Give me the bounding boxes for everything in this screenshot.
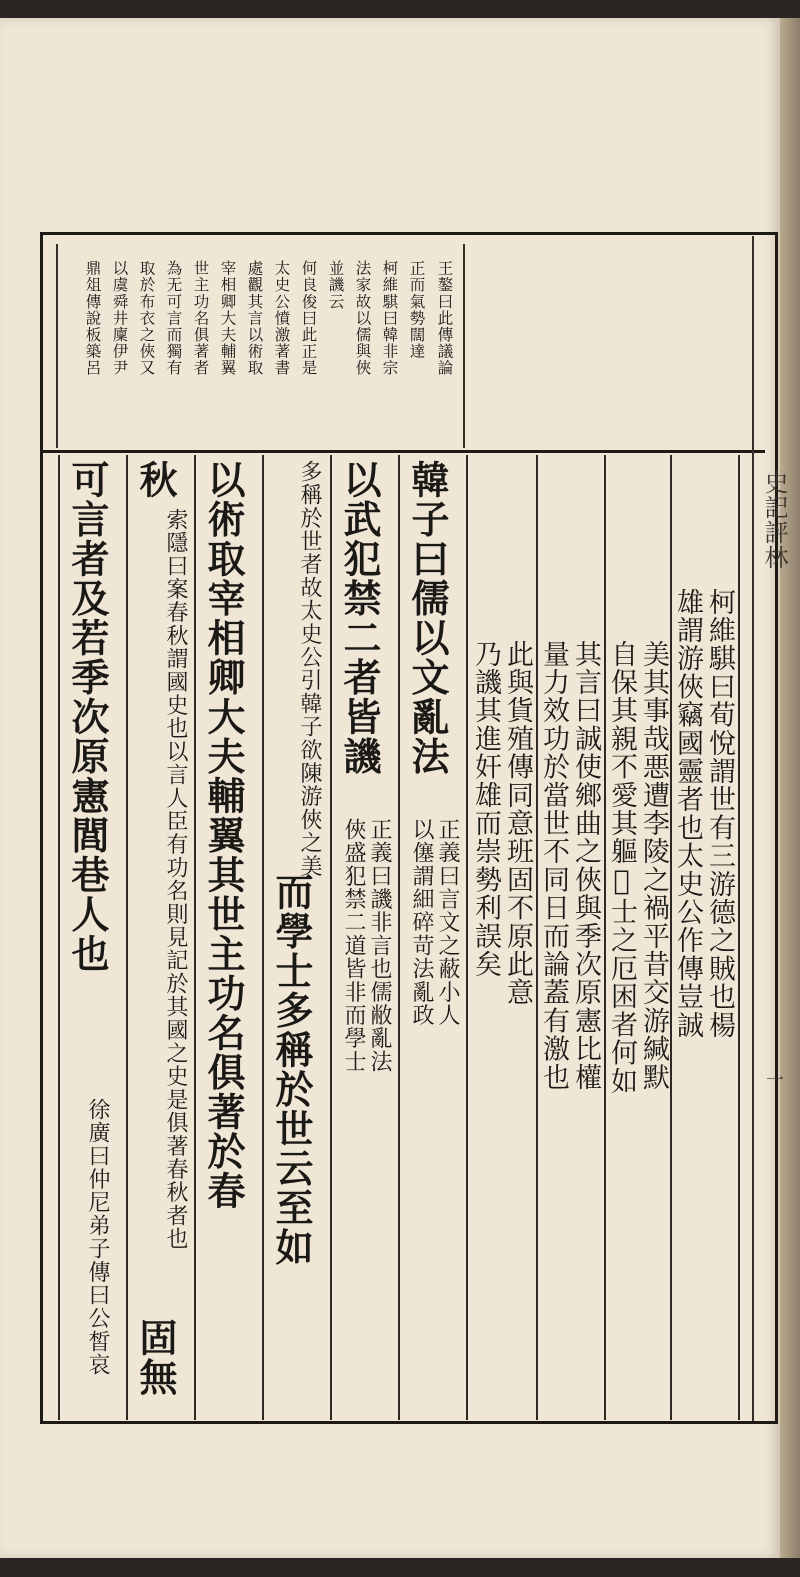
col-divider xyxy=(126,455,128,1420)
col-divider xyxy=(398,455,400,1420)
inline-note-1b: 以僿謂細碎苛法亂政 xyxy=(409,818,434,1027)
top-note-2: 正而氣勢闊達 xyxy=(407,260,426,360)
top-note-11: 為无可言而獨有 xyxy=(164,260,183,377)
main-col-2: 以武犯禁二者皆譏 xyxy=(337,460,382,776)
top-note-8: 處觀其言以術取 xyxy=(245,260,264,377)
col-divider xyxy=(466,455,468,1420)
top-note-9: 宰相卿大夫輔翼 xyxy=(218,260,237,377)
col-divider xyxy=(58,455,60,1420)
commentary-col-7: 此與貨殖傳同意班固不原此意 xyxy=(502,640,533,1007)
col-divider xyxy=(330,455,332,1420)
inline-note-1a: 正義曰言文之蔽小人 xyxy=(435,818,460,1027)
top-note-5: 並譏云 xyxy=(326,260,345,310)
main-col-4: 以術取宰相卿大夫輔翼其世主功名俱著於春 xyxy=(201,460,246,1211)
col-divider xyxy=(194,455,196,1420)
commentary-col-3: 美其事哉悪遭李陵之禍平昔交游緘默 xyxy=(638,640,669,1092)
commentary-col-1: 柯維騏曰荀悅謂世有三游德之賊也楊 xyxy=(704,588,735,1040)
page-edge xyxy=(780,18,800,1558)
commentary-col-2: 雄謂游俠竊國靈者也太史公作傳豈誠 xyxy=(672,588,703,1040)
top-note-7: 太史公憤激著書 xyxy=(272,260,291,377)
top-note-6: 何良俊曰此正是 xyxy=(299,260,318,377)
inline-note-4: 索隱曰案春秋謂國史也以言人臣有功名則見記於其國之史是俱著春秋者也 xyxy=(163,508,188,1251)
col-divider xyxy=(738,455,740,1420)
running-title: 史記評林 xyxy=(760,470,788,570)
inline-note-5: 徐廣曰仲尼弟子傳曰公皙哀 xyxy=(85,1098,110,1377)
commentary-col-4: 自保其親不愛其軀𧼈士之厄困者何如 xyxy=(606,640,637,1096)
header-rule xyxy=(40,450,765,453)
top-note-14: 鼎俎傳說板築呂 xyxy=(83,260,102,377)
top-note-12: 取於布衣之俠又 xyxy=(137,260,156,377)
commentary-col-5: 其言曰誠使鄉曲之俠與季次原憲比權 xyxy=(570,640,601,1092)
folio-number: 一 xyxy=(763,1070,784,1088)
main-col-5: 秋 xyxy=(133,460,178,500)
commentary-col-8: 乃譏其進奸雄而崇勢利誤矣 xyxy=(470,640,501,979)
commentary-col-6: 量力效功於當世不同日而論蓋有激也 xyxy=(538,640,569,1092)
inline-note-3: 多稱於世者故太史公引韓子欲陳游俠之美 xyxy=(297,460,322,878)
top-note-4: 法家故以儒與俠 xyxy=(353,260,372,377)
top-note-13: 以虞舜井廩伊尹 xyxy=(110,260,129,377)
main-col-5-tail: 固無 xyxy=(133,1318,178,1397)
main-col-3: 而學士多稱於世云至如 xyxy=(269,872,314,1267)
margin-rule xyxy=(752,236,754,1421)
top-note-1: 王鏊曰此傳議論 xyxy=(435,260,454,377)
top-note-10: 世主功名俱著者 xyxy=(191,260,210,377)
col-divider xyxy=(262,455,264,1420)
top-note-3: 柯維騏曰韓非宗 xyxy=(380,260,399,377)
main-col-1: 韓子曰儒以文亂法 xyxy=(405,460,450,776)
inline-note-2b: 俠盛犯禁二道皆非而學士 xyxy=(341,818,366,1074)
main-col-6: 可言者及若季次原憲閭巷人也 xyxy=(65,460,110,974)
inline-note-2a: 正義曰譏非言也儒敝亂法 xyxy=(367,818,392,1074)
